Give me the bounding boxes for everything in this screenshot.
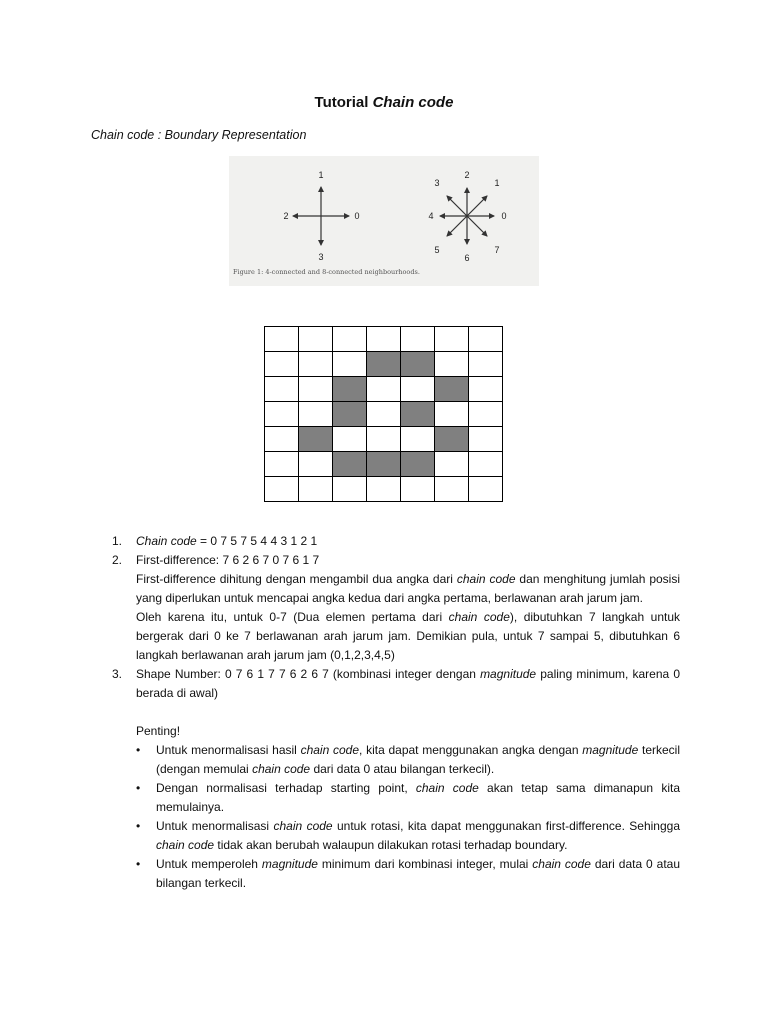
grid-row — [265, 352, 503, 377]
dir-label: 2 — [283, 211, 289, 221]
list-item — [112, 665, 680, 703]
shape-grid — [264, 326, 503, 502]
grid-cell — [265, 327, 299, 352]
grid-cell — [435, 352, 469, 377]
grid-cell — [265, 477, 299, 502]
eight-connected-arrows — [440, 188, 494, 244]
grid-cell — [299, 377, 333, 402]
grid-cell — [401, 477, 435, 502]
grid-cell — [265, 377, 299, 402]
grid-cell-filled — [333, 452, 367, 477]
grid-cell — [469, 427, 503, 452]
dir-label: 5 — [434, 245, 440, 255]
item-number: 3. — [112, 667, 123, 681]
grid-cell — [367, 427, 401, 452]
grid-cell — [435, 477, 469, 502]
grid-cell — [299, 402, 333, 427]
grid-cell-filled — [435, 377, 469, 402]
grid-cell — [333, 352, 367, 377]
grid-cell — [299, 352, 333, 377]
dir-label: 0 — [501, 211, 507, 221]
arrow-7 — [467, 216, 487, 236]
grid-cell — [469, 402, 503, 427]
penting-heading: Penting! — [136, 724, 181, 738]
dir-label: 3 — [318, 252, 324, 262]
bullet-icon: • — [136, 743, 141, 757]
dir-label: 2 — [464, 170, 470, 180]
grid-cell — [265, 452, 299, 477]
arrow-5 — [447, 216, 467, 236]
grid-cell-filled — [401, 402, 435, 427]
grid-cell — [469, 452, 503, 477]
grid-cell-filled — [401, 452, 435, 477]
grid-cell — [401, 427, 435, 452]
grid-cell-filled — [333, 377, 367, 402]
bullet-icon: • — [136, 857, 141, 871]
grid-cell — [265, 402, 299, 427]
list-item — [112, 551, 680, 665]
dir-label: 7 — [494, 245, 500, 255]
item-text: Shape Number: 0 7 6 1 7 7 6 2 6 7 (kombinasi integer dengan magnitude paling minimum, karena 0 berada di awal) — [136, 667, 680, 700]
content — [112, 532, 680, 893]
bullet-icon: • — [136, 819, 141, 833]
neighbourhood-diagram — [229, 156, 539, 286]
dir-label: 1 — [494, 178, 500, 188]
grid-cell-filled — [435, 427, 469, 452]
grid-cell — [333, 327, 367, 352]
grid-cell-filled — [401, 352, 435, 377]
grid-cell — [469, 377, 503, 402]
item-number: 1. — [112, 534, 123, 548]
grid-cell — [469, 477, 503, 502]
grid-row — [265, 427, 503, 452]
grid-cell — [469, 327, 503, 352]
grid-cell — [367, 327, 401, 352]
bullet-item: • Untuk menormalisasi chain code untuk rotasi, kita dapat menggunakan first-difference. Sehingga chain code tidak akan berubah walaupun dilakukan rotasi terhadap boundary. — [136, 819, 681, 852]
item-text: Chain code = 0 7 5 7 5 4 4 3 1 2 1 — [136, 534, 318, 548]
bullet-item: • Untuk menormalisasi hasil chain code, kita dapat menggunakan angka dengan magnitude terkecil (dengan memulai chain code dari data 0 atau bilangan terkecil). — [136, 743, 681, 776]
grid-cell — [333, 477, 367, 502]
grid-cell — [435, 402, 469, 427]
grid-cell-filled — [299, 427, 333, 452]
grid-cell — [469, 352, 503, 377]
grid-cell — [435, 327, 469, 352]
page-title: Tutorial Chain code — [314, 94, 454, 111]
neighbourhood-figure — [229, 156, 539, 286]
grid-row — [265, 327, 503, 352]
bullet-item: • Untuk memperoleh magnitude minimum dari kombinasi integer, mulai chain code dari data 0 atau bilangan terkecil. — [136, 857, 681, 890]
dir-label: 3 — [434, 178, 440, 188]
dir-label: 6 — [464, 253, 470, 263]
grid-cell — [333, 427, 367, 452]
figure-caption: Figure 1: 4-connected and 8-connected neighbourhoods. — [233, 268, 420, 276]
item-paragraph: Oleh karena itu, untuk 0-7 (Dua elemen pertama dari chain code), dibutuhkan 7 langkah untuk bergerak dari 0 ke 7 berlawanan arah jarum jam. Demikian pula, untuk 7 sampai 5, dibutuhkan 6 langkah berlawanan arah jarum jam (0,1,2,3,4,5) — [136, 610, 681, 662]
grid-cell — [401, 377, 435, 402]
bullet-list — [112, 741, 680, 893]
grid-cell — [299, 327, 333, 352]
grid-cell — [299, 477, 333, 502]
grid-cell — [367, 402, 401, 427]
grid-cell — [435, 452, 469, 477]
bullet-item: • Dengan normalisasi terhadap starting point, chain code akan tetap sama dimanapun kita memulainya. — [136, 781, 680, 814]
item-paragraph: First-difference dihitung dengan mengambil dua angka dari chain code dan menghitung jumlah posisi yang diperlukan untuk mencapai angka kedua dari angka pertama, berlawanan arah jarum jam. — [136, 572, 681, 605]
dir-label: 1 — [318, 170, 324, 180]
subtitle: Chain code : Boundary Representation — [91, 128, 307, 142]
grid-cell — [265, 352, 299, 377]
grid-cell-filled — [367, 452, 401, 477]
grid-row — [265, 402, 503, 427]
list-item — [112, 532, 680, 551]
four-connected-arrows — [293, 187, 349, 245]
grid-row — [265, 477, 503, 502]
grid-cell — [299, 452, 333, 477]
grid-cell — [367, 477, 401, 502]
grid-row — [265, 377, 503, 402]
grid-cell-filled — [333, 402, 367, 427]
arrow-1 — [467, 196, 487, 216]
grid-cell — [401, 327, 435, 352]
item-label: First-difference: 7 6 2 6 7 0 7 6 1 7 — [136, 553, 320, 567]
grid-cell — [265, 427, 299, 452]
dir-label: 4 — [428, 211, 434, 221]
grid-cell — [367, 377, 401, 402]
arrow-3 — [447, 196, 467, 216]
item-number: 2. — [112, 553, 123, 567]
grid-cell-filled — [367, 352, 401, 377]
grid-row — [265, 452, 503, 477]
bullet-icon: • — [136, 781, 141, 795]
dir-label: 0 — [354, 211, 360, 221]
